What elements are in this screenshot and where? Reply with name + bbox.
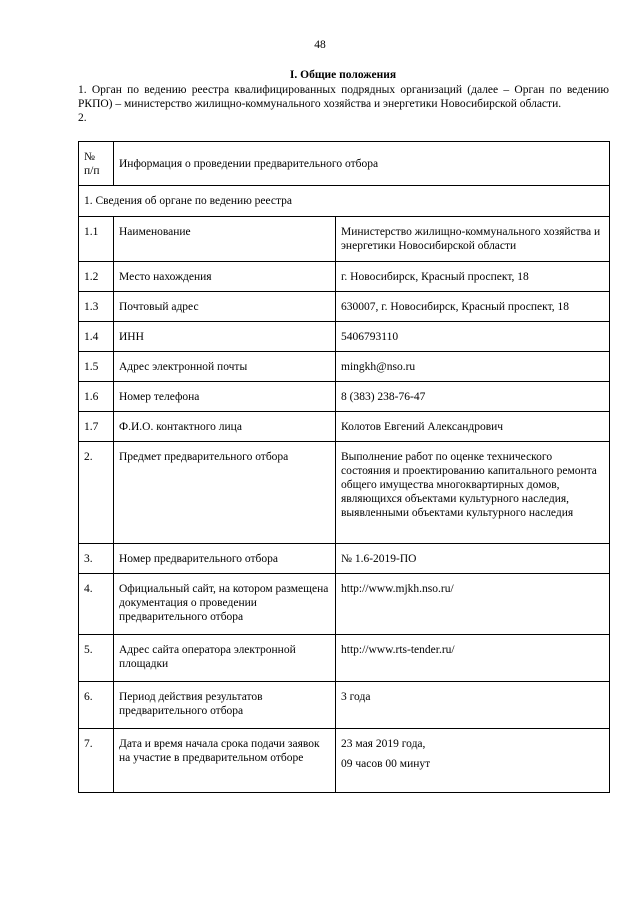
page-number: 48	[314, 39, 326, 51]
row-num: 1.3	[79, 292, 114, 322]
row-num: 1.5	[79, 352, 114, 382]
header-info: Информация о проведении предварительного отбора	[114, 142, 610, 186]
row-value: 3 года	[336, 682, 610, 729]
table-row	[79, 412, 610, 442]
row-value	[336, 729, 610, 793]
row-label: ИНН	[114, 322, 336, 352]
item-two-marker: 2.	[78, 112, 87, 124]
row-label: Номер предварительного отбора	[114, 544, 336, 574]
row-num: 1.6	[79, 382, 114, 412]
row-value: г. Новосибирск, Красный проспект, 18	[336, 262, 610, 292]
row-value: 5406793110	[336, 322, 610, 352]
table-row	[79, 682, 610, 729]
row-value: Выполнение работ по оценке технического состояния и проектированию капитального ремонта общего имущества многоквартирных домов, являющихся объектами культурного наследия, выявленными объектами культурного наследия	[336, 442, 610, 544]
row-num: 7.	[79, 729, 114, 793]
row-value-time: 09 часов 00 минут	[341, 758, 431, 770]
row-value: http://www.rts-tender.ru/	[336, 635, 610, 682]
row-num: 3.	[79, 544, 114, 574]
row-num: 1.1	[79, 217, 114, 262]
row-value: № 1.6-2019-ПО	[336, 544, 610, 574]
row-value: 630007, г. Новосибирск, Красный проспект, 18	[336, 292, 610, 322]
row-label: Номер телефона	[114, 382, 336, 412]
header-num-symbol: №	[84, 150, 95, 163]
row-value: http://www.mjkh.nso.ru/	[336, 574, 610, 635]
header-num-abbr: п/п	[84, 164, 100, 177]
row-num: 1.2	[79, 262, 114, 292]
header-num	[79, 142, 114, 186]
table-row	[79, 322, 610, 352]
table-row	[79, 729, 610, 793]
row-label: Официальный сайт, на котором размещена документация о проведении предварительного отбора	[114, 574, 336, 635]
section-row	[79, 186, 610, 217]
row-label: Ф.И.О. контактного лица	[114, 412, 336, 442]
table-row	[79, 352, 610, 382]
row-num: 1.4	[79, 322, 114, 352]
row-num: 6.	[79, 682, 114, 729]
section-row-cell: 1. Сведения об органе по ведению реестра	[79, 186, 610, 217]
row-label: Дата и время начала срока подачи заявок на участие в предварительном отборе	[114, 729, 336, 793]
row-label: Почтовый адрес	[114, 292, 336, 322]
row-num: 2.	[79, 442, 114, 544]
row-value: mingkh@nso.ru	[336, 352, 610, 382]
table-row	[79, 217, 610, 262]
row-num: 4.	[79, 574, 114, 635]
table-row	[79, 442, 610, 544]
intro-paragraph: 1. Орган по ведению реестра квалифицированных подрядных организаций (далее – Орган по ведению РКПО) – министерство жилищно-коммунального хозяйства и энергетики Новосибирской области.	[78, 84, 609, 110]
row-value: 8 (383) 238-76-47	[336, 382, 610, 412]
row-label: Период действия результатов предварительного отбора	[114, 682, 336, 729]
table-header-row	[79, 142, 610, 186]
row-num: 5.	[79, 635, 114, 682]
row-label: Место нахождения	[114, 262, 336, 292]
row-value: Колотов Евгений Александрович	[336, 412, 610, 442]
table-row	[79, 544, 610, 574]
table-row	[79, 262, 610, 292]
table-row	[79, 292, 610, 322]
row-num: 1.7	[79, 412, 114, 442]
section-title: I. Общие положения	[289, 69, 397, 81]
row-label: Адрес сайта оператора электронной площадки	[114, 635, 336, 682]
table-row	[79, 382, 610, 412]
row-label: Адрес электронной почты	[114, 352, 336, 382]
row-value: Министерство жилищно-коммунального хозяйства и энергетики Новосибирской области	[336, 217, 610, 262]
intro-block	[78, 83, 609, 125]
table-row	[79, 635, 610, 682]
row-label: Наименование	[114, 217, 336, 262]
selection-info-table	[78, 141, 610, 793]
table-row	[79, 574, 610, 635]
row-value-date: 23 мая 2019 года,	[341, 738, 426, 750]
row-label: Предмет предварительного отбора	[114, 442, 336, 544]
